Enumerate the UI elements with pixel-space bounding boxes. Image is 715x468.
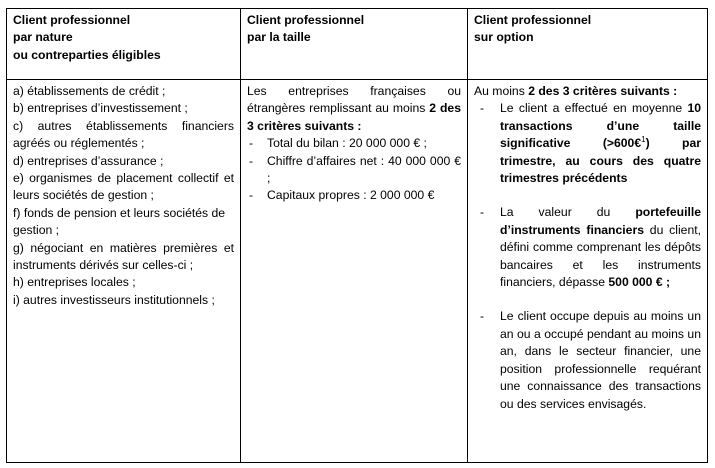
- item-text: Le client a effectué en moyenne: [500, 101, 688, 116]
- item-bold: 500 000 € ;: [608, 275, 671, 290]
- col-sur-option: [468, 80, 708, 463]
- criteria-intro: [474, 83, 701, 100]
- intro-text: Au moins: [474, 84, 529, 98]
- list-item: [474, 204, 701, 291]
- header-line: Client professionnel: [474, 13, 592, 27]
- criteria-list: [474, 100, 701, 413]
- item-text: du client, défini comme comprenant les dépôts bancaires et les instruments financiers, dépasse: [500, 222, 702, 290]
- content-row: [7, 80, 708, 463]
- client-categories-table: [6, 8, 708, 463]
- item-bold: ) par trimestre, au cours des quatre trimestres précédents: [500, 136, 701, 186]
- footnote-ref: 1: [641, 135, 646, 145]
- criteria-intro: [247, 83, 461, 135]
- list-item: i) autres investisseurs institutionnels ;: [13, 292, 215, 307]
- header-line: Client professionnel: [13, 13, 131, 27]
- spacer: [474, 187, 701, 204]
- list-item: h) entreprises locales ;: [13, 275, 136, 290]
- header-par-taille: [241, 9, 468, 80]
- item-bold: portefeuille d’instruments financiers: [500, 205, 701, 237]
- header-line: par nature: [13, 30, 73, 45]
- intro-bold: 2 des 3 critères suivants :: [247, 101, 461, 133]
- header-sur-option: [468, 9, 708, 80]
- header-line: Client professionnel: [247, 13, 365, 27]
- item-bold: 10 transactions d’une taille significative (>600€: [500, 101, 701, 151]
- item-text: La valeur du: [500, 205, 636, 220]
- col-par-nature: [7, 80, 241, 463]
- list-item: - Capitaux propres : 2 000 000 €: [247, 187, 461, 204]
- list-item: - Chiffre d’affaires net : 40 000 000 € ;: [247, 153, 461, 188]
- list-item: e) organismes de placement collectif et leurs sociétés de gestion ;: [13, 171, 234, 203]
- list-item: c) autres établissements financiers agréés ou réglementés ;: [13, 118, 234, 151]
- intro-text: Les entreprises françaises ou étrangères remplissant au moins: [247, 84, 461, 116]
- header-par-nature: [7, 9, 241, 80]
- col-par-taille: [241, 80, 468, 463]
- list-item: a) établissements de crédit ;: [13, 84, 166, 98]
- criteria-list: [247, 135, 461, 205]
- header-line: ou contreparties éligibles: [13, 47, 161, 62]
- spacer: [474, 291, 701, 308]
- list-item: - Total du bilan : 20 000 000 € ;: [247, 135, 461, 152]
- list-item: b) entreprises d’investissement ;: [13, 101, 188, 116]
- header-row: [7, 9, 708, 80]
- list-item: d) entreprises d’assurance ;: [13, 153, 164, 168]
- header-line: sur option: [474, 30, 534, 45]
- list-item: - Le client occupe depuis au moins un an ou a occupé pendant au moins un an, dans le secteur financier, une position professionnelle requérant une connaissance des transactions ou des services envisagés.: [474, 308, 701, 412]
- header-line: par la taille: [247, 30, 311, 45]
- list-item: g) négociant en matières premières et instruments dérivés sur celles-ci ;: [13, 240, 234, 273]
- intro-bold: 2 des 3 critères suivants :: [528, 84, 678, 98]
- list-item: [474, 100, 701, 187]
- list-item: f) fonds de pension et leurs sociétés de gestion ;: [13, 205, 226, 238]
